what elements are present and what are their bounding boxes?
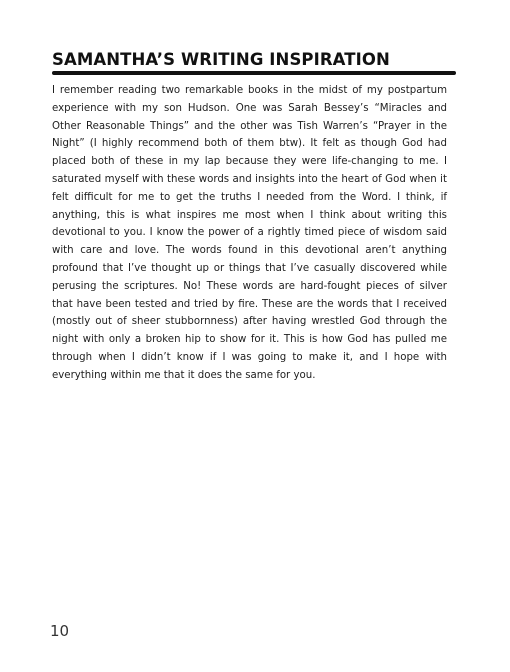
heading-underline-rule [52, 71, 456, 75]
section-heading: SAMANTHA’S WRITING INSPIRATION [52, 50, 390, 69]
page-number: 10 [50, 622, 70, 640]
body-paragraph: I remember reading two remarkable books in the midst of my postpartum experience with my son Hudson. One was Sarah Bessey’s “Miracles and Other Reasonable Things” and the other was Tish Warren’s “Prayer in the Night” (I highly recommend both of them btw). It felt as though God had placed both of these in my lap because they were life-changing to me. I saturated myself with these words and insights into the heart of God when it felt difficult for me to get the truths I needed from the Word. I think, if anything, this is what inspires me most when I think about writing this devotional to you. I know the power of a rightly timed piece of wisdom said with care and love. The words found in this devotional aren’t anything profound that I’ve thought up or things that I’ve casually discovered while perusing the scriptures. No! These words are hard-fought pieces of silver that have been tested and tried by fire. These are the words that I received (mostly out of sheer stubbornness) after having wrestled God through the night with only a broken hip to show for it. This is how God has pulled me through when I didn’t know if I was going to make it, and I hope with everything within me that it does the same for you. [52, 85, 447, 381]
